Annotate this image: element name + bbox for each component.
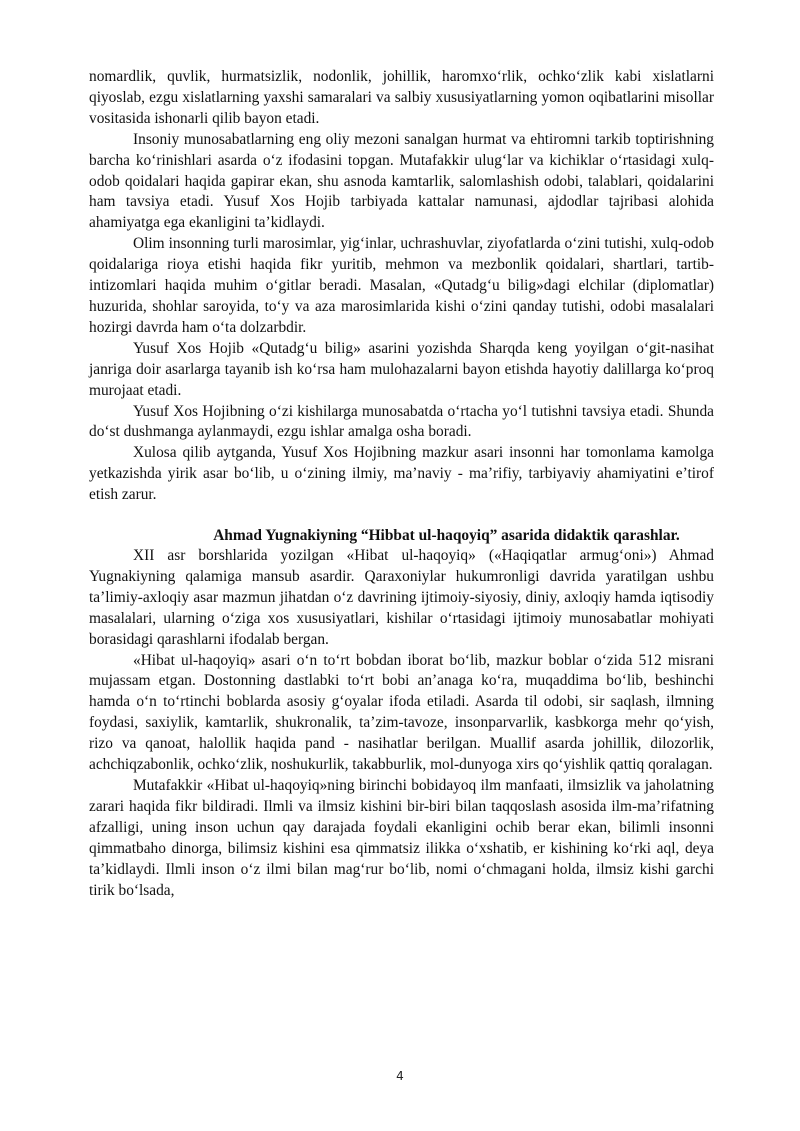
paragraph: XII asr borshlarida yozilgan «Hibat ul-haqoyiq» («Haqiqatlar armug‘oni») Ahmad Yugnakiyning qalamiga mansub asardir. Qaraxoniylar hukumronligi davrida yaratilgan ushbu ta’limiy-axloqiy asar mazmun jihatdan o‘z davrining ijtimoiy-siyosiy, diniy, axloqiy hamda iqtisodiy masalalari, ularning o‘ziga xos xususiyatlari, kishilar o‘rtasidagi ijtimoiy munosabatlar mohiyati borasidagi qarashlarni ifodalab bergan. xyxy=(89,547,714,648)
page-number: 4 xyxy=(396,1069,404,1083)
document-page xyxy=(89,67,714,901)
section-heading: Ahmad Yugnakiyning “Hibbat ul-haqoyiq” asarida didaktik qarashlar. xyxy=(213,527,680,545)
text-section-top xyxy=(89,67,714,506)
paragraph: Olim insonning turli marosimlar, yig‘inlar, uchrashuvlar, ziyofatlarda o‘zini tutishi, xulq-odob qoidalariga rioya etishi haqida fikr yuritib, mehmon va mezbonlik qoidalari, shartlari, tartib-intizomlari haqida muhim o‘gitlar beradi. Masalan, «Qutadg‘u bilig»dagi elchilar (diplomatlar) huzurida, shohlar saroyida, to‘y va aza marosimlarida kishi o‘zini qanday tutishi, odobi masalalari hozirgi davrda ham o‘ta dolzarbdir. xyxy=(89,235,714,336)
text-section-bottom xyxy=(89,546,714,901)
paragraph: Xulosa qilib aytganda, Yusuf Xos Hojibning mazkur asari insonni har tomonlama kamolga yetkazishda yirik asar bo‘lib, u o‘zining ilmiy, ma’naviy - ma’rifiy, tarbiyaviy ahamiyatini e’tirof etish zarur. xyxy=(89,444,714,504)
paragraph: Mutafakkir «Hibat ul-haqoyiq»ning birinchi bobidayoq ilm manfaati, ilmsizlik va jaholatning zarari haqida fikr bildiradi. Ilmli va ilmsiz kishini bir-biri bilan taqqoslash asosida ilm-ma’rifatning afzalligi, uning inson uchun qay darajada foydali ekanligini ochib berar ekan, bilimli insonni qimmatbaho dinorga, bilimsiz kishini esa qimmatsiz ilikka o‘xshatib, er kishining ko‘rki aql, deya ta’kidlaydi. Ilmli inson o‘z ilmi bilan mag‘rur bo‘lib, nomi o‘chmagani holda, ilmsiz kishi garchi tirik bo‘lsada, xyxy=(89,777,714,899)
paragraph: Insoniy munosabatlarning eng oliy mezoni sanalgan hurmat va ehtiromni tarkib toptirishning barcha ko‘rinishlari asarda o‘z ifodasini topgan. Mutafakkir ulug‘lar va kichiklar o‘rtasidagi xulq-odob qoidalari haqida gapirar ekan, shu asnoda kamtarlik, salomlashish odobi, talablari, qoidalarini ham tavsiya etadi. Yusuf Xos Hojib tarbiyada kattalar namunasi, ajdodlar tajribasi alohida ahamiyatga ega ekanligini ta’kidlaydi. xyxy=(89,130,714,232)
paragraph: «Hibat ul-haqoyiq» asari o‘n to‘rt bobdan iborat bo‘lib, mazkur boblar o‘zida 512 misrani mujassam etgan. Dostonning dastlabki to‘rt bobi an’anaga ko‘ra, muqaddima bo‘lib, beshinchi hamda o‘n to‘rtinchi boblarda asosiy g‘oyalar ifoda etiladi. Asarda til odobi, sir saqlash, ilmning foydasi, saxiylik, kamtarlik, shukronalik, ta’zim-tavoze, insonparvarlik, kasbkorga mehr qo‘yish, rizo va qanoat, halollik haqida pand - nasihatlar berilgan. Muallif asarda johillik, dilozorlik, achchiqzabonlik, ochko‘zlik, noshukurlik, takabburlik, mol-dunyoga xirs qo‘yishlik qattiq qoralagan. xyxy=(89,651,714,774)
paragraph: Yusuf Xos Hojib «Qutadg‘u bilig» asarini yozishda Sharqda keng yoyilgan o‘git-nasihat janriga doir asarlarga tayanib ish ko‘rsa ham mulohazalarni bayon etishda hayotiy dalillarga ko‘proq murojaat etadi. xyxy=(89,339,714,399)
paragraph: Yusuf Xos Hojibning o‘zi kishilarga munosabatda o‘rtacha yo‘l tutishni tavsiya etadi. Shunda do‘st dushmanga aylanmaydi, ezgu ishlar amalga osha boradi. xyxy=(89,402,714,441)
paragraph: nomardlik, quvlik, hurmatsizlik, nodonlik, johillik, haromxo‘rlik, ochko‘zlik kabi xislatlarni qiyoslab, ezgu xislatlarning yaxshi samaralari va salbiy xususiyatlarning yomon oqibatlarini misollar vositasida ishonarli qilib bayon etadi. xyxy=(89,68,714,127)
